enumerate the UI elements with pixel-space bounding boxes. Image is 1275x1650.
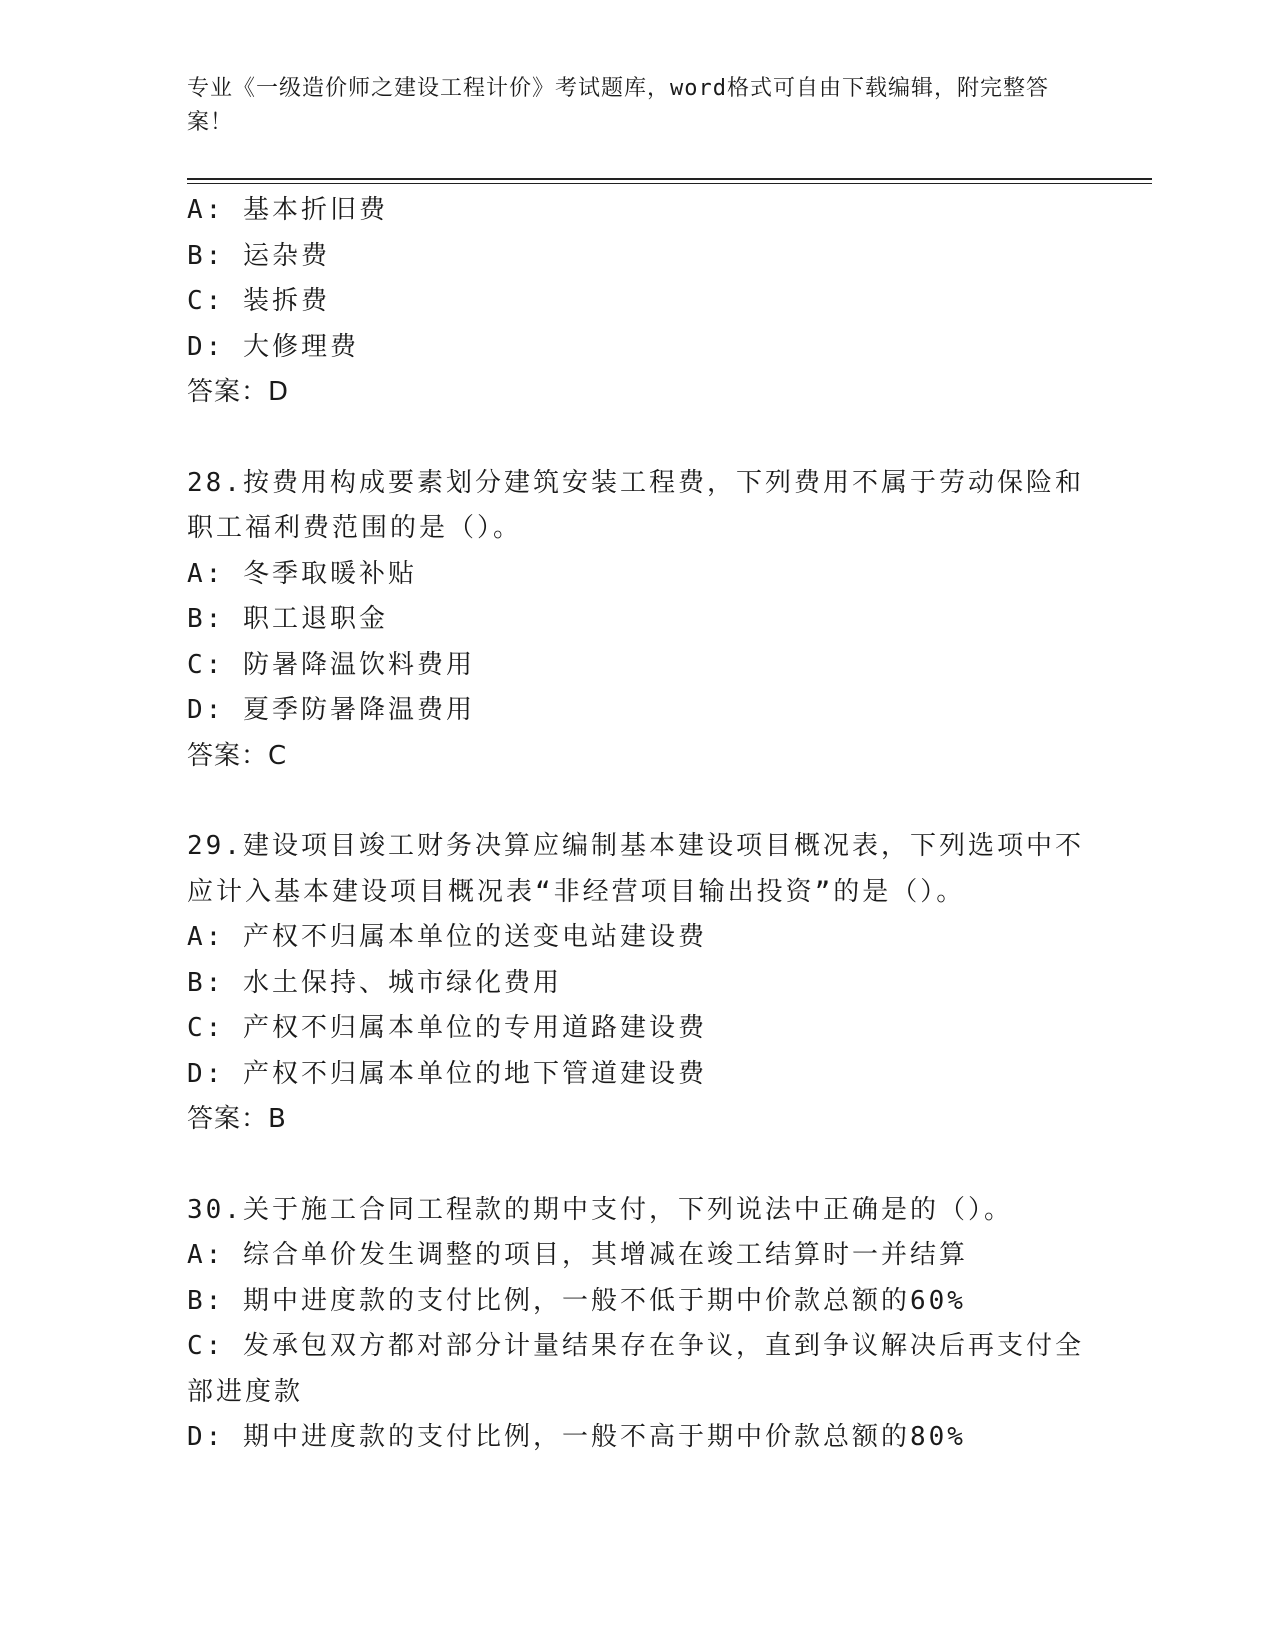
question-content	[187, 188, 1087, 1461]
option-d: D: 大修理费	[187, 331, 359, 362]
option-b: B: 运杂费	[187, 240, 330, 271]
option-b: B: 期中进度款的支付比例，一般不低于期中价款总额的60%	[187, 1285, 966, 1316]
option-c: C: 防暑降温饮料费用	[187, 649, 475, 680]
question-28	[187, 461, 1087, 780]
prev-question	[187, 188, 1087, 416]
question-stem-line: 28.按费用构成要素划分建筑安装工程费，下列费用不属于劳动保险和	[187, 467, 1084, 498]
option-c: C: 装拆费	[187, 286, 330, 316]
answer: 答案：C	[187, 740, 288, 771]
header-rule-thick	[187, 178, 1152, 180]
question-stem-line: 应计入基本建设项目概况表“非经营项目输出投资”的是（）。	[187, 876, 966, 907]
option-b: B: 职工退职金	[187, 604, 388, 634]
option-c: C: 发承包双方都对部分计量结果存在争议，直到争议解决后再支付全部进度款	[187, 1331, 1084, 1407]
option-c: C: 产权不归属本单位的专用道路建设费	[187, 1013, 707, 1043]
header-rule-thin	[187, 183, 1152, 184]
option-d: D: 夏季防暑降温费用	[187, 695, 475, 725]
answer: 答案：B	[187, 1104, 287, 1134]
option-a: A: 产权不归属本单位的送变电站建设费	[187, 922, 707, 952]
question-stem-line: 30.关于施工合同工程款的期中支付，下列说法中正确是的（）。	[187, 1194, 1013, 1225]
question-29	[187, 824, 1087, 1143]
option-d: D: 期中进度款的支付比例，一般不高于期中价款总额的80%	[187, 1422, 966, 1452]
option-d: D: 产权不归属本单位的地下管道建设费	[187, 1058, 707, 1089]
option-a: A: 综合单价发生调整的项目，其增减在竣工结算时一并结算	[187, 1240, 968, 1270]
option-b: B: 水土保持、城市绿化费用	[187, 967, 562, 998]
document-header: 专业《一级造价师之建设工程计价》考试题库，word格式可自由下载编辑，附完整答案！	[187, 76, 1049, 135]
option-a: A: 基本折旧费	[187, 195, 388, 225]
question-stem-line: 29.建设项目竣工财务决算应编制基本建设项目概况表，下列选项中不	[187, 831, 1084, 861]
option-a: A: 冬季取暖补贴	[187, 558, 417, 589]
question-30	[187, 1188, 1087, 1461]
answer: 答案：D	[187, 377, 290, 407]
question-stem-line: 职工福利费范围的是（）。	[187, 513, 523, 543]
